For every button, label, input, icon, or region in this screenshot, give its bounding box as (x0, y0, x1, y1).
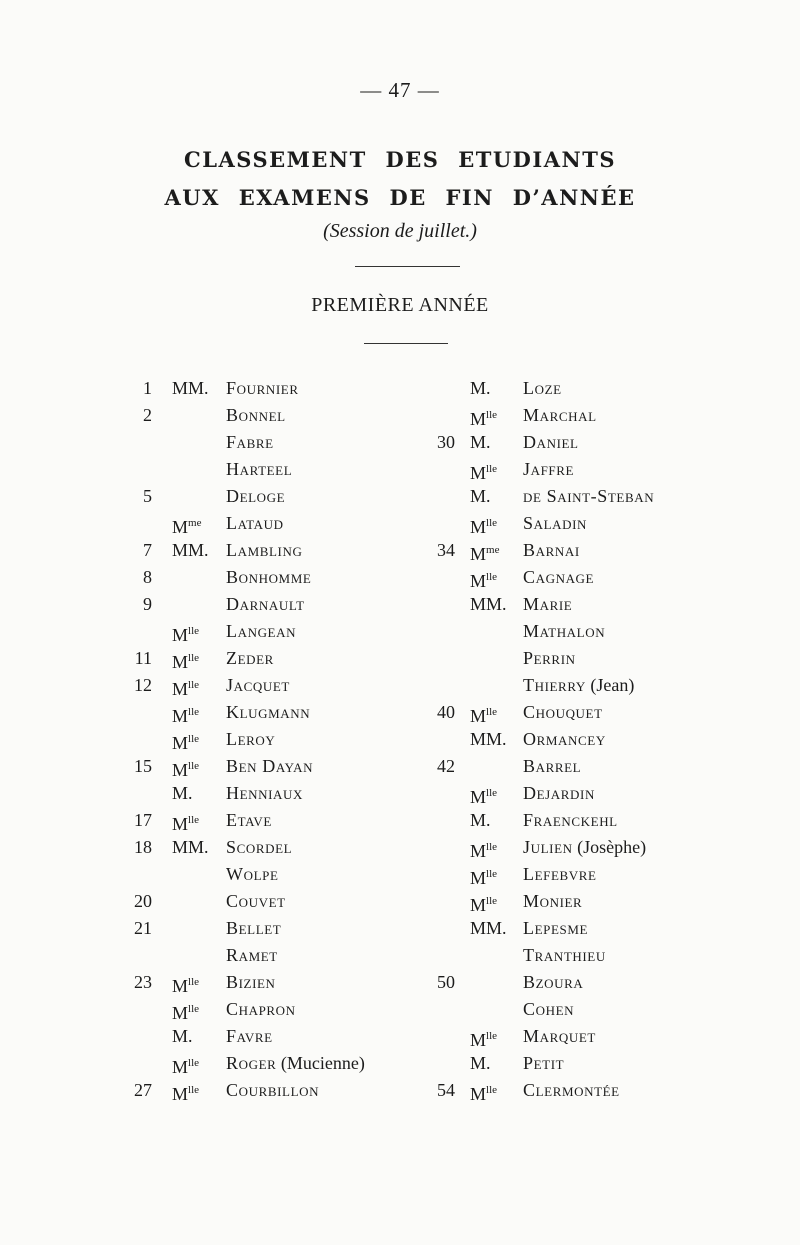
civil-title: $M^{lle}$ (470, 895, 498, 915)
civil-title: $M^{lle}$ (172, 679, 200, 699)
student-name: Saladin (523, 513, 588, 533)
first-name-note: (Josèphe) (572, 837, 647, 857)
civil-title: M. (172, 783, 193, 803)
list-item (410, 942, 690, 969)
civil-title: $M^{lle}$ (172, 1057, 200, 1077)
student-name: Julien (Josèphe) (523, 837, 647, 857)
student-name: Dejardin (523, 783, 595, 803)
student-name: Lepesme (523, 918, 589, 938)
student-name: Henniaux (226, 783, 304, 803)
list-item (410, 537, 690, 564)
civil-title: MM. (470, 729, 507, 749)
list-item (120, 672, 420, 699)
civil-title: M. (470, 1053, 491, 1073)
civil-title: MM. (470, 918, 507, 938)
rank-number: 2 (143, 405, 152, 425)
page-number: — 47 — (360, 78, 440, 102)
list-item (410, 375, 690, 402)
rank-number: 50 (437, 972, 455, 992)
list-item (410, 969, 690, 996)
student-name: Klugmann (226, 702, 311, 722)
civil-title: $M^{lle}$ (470, 517, 498, 537)
student-name: Bonnel (226, 405, 286, 425)
student-name: Marie (523, 594, 573, 614)
list-item (120, 456, 420, 483)
list-item (120, 1023, 420, 1050)
student-name: Fraenckehl (523, 810, 618, 830)
student-name: Mathalon (523, 621, 606, 641)
list-item (410, 1077, 690, 1104)
list-item (120, 834, 420, 861)
student-name: Tranthieu (523, 945, 606, 965)
student-name: Marquet (523, 1026, 596, 1046)
list-item (410, 645, 690, 672)
list-item (120, 996, 420, 1023)
list-item (120, 753, 420, 780)
rank-number: 7 (143, 540, 152, 560)
student-name: Chapron (226, 999, 296, 1019)
list-item (410, 915, 690, 942)
civil-title: $M^{lle}$ (470, 571, 498, 591)
list-item (120, 861, 420, 888)
student-name: Darnault (226, 594, 305, 614)
list-item (410, 888, 690, 915)
list-item (410, 564, 690, 591)
rank-number: 54 (437, 1080, 455, 1100)
list-item (410, 483, 690, 510)
list-item (410, 807, 690, 834)
civil-title: MM. (470, 594, 507, 614)
civil-title: $M^{lle}$ (172, 1003, 200, 1023)
ranking-list-left (120, 375, 420, 1104)
first-name-note: (Jean) (585, 675, 635, 695)
list-item (120, 645, 420, 672)
student-name: Leroy (226, 729, 276, 749)
civil-title: $M^{lle}$ (470, 463, 498, 483)
list-item (410, 429, 690, 456)
civil-title: MM. (172, 378, 209, 398)
list-item (120, 807, 420, 834)
list-item (120, 888, 420, 915)
list-item (120, 402, 420, 429)
civil-title: M. (470, 810, 491, 830)
student-name: Etave (226, 810, 272, 830)
list-item (120, 1050, 420, 1077)
civil-title: $M^{lle}$ (172, 1084, 200, 1104)
student-name: Daniel (523, 432, 579, 452)
student-name: Courbillon (226, 1080, 320, 1100)
rank-number: 11 (134, 648, 152, 668)
rank-number: 30 (437, 432, 455, 452)
list-item (120, 483, 420, 510)
student-name: Barnai (523, 540, 580, 560)
list-item (410, 672, 690, 699)
civil-title: $M^{lle}$ (470, 706, 498, 726)
student-name: Ramet (226, 945, 278, 965)
rank-number: 42 (437, 756, 455, 776)
civil-title: $M^{lle}$ (470, 841, 498, 861)
student-name: Thierry (Jean) (523, 675, 635, 695)
rank-number: 8 (143, 567, 152, 587)
student-name: Jaffre (523, 459, 575, 479)
list-item (120, 942, 420, 969)
list-item (410, 699, 690, 726)
civil-title: MM. (172, 540, 209, 560)
rank-number: 27 (134, 1080, 152, 1100)
rank-number: 12 (134, 675, 152, 695)
student-name: Bellet (226, 918, 282, 938)
list-item (120, 915, 420, 942)
student-name: Cagnage (523, 567, 595, 587)
civil-title: $M^{lle}$ (172, 733, 200, 753)
civil-title: $M^{lle}$ (172, 652, 200, 672)
list-item (120, 969, 420, 996)
list-item (120, 591, 420, 618)
list-item (410, 618, 690, 645)
student-name: Bzoura (523, 972, 584, 992)
student-name: Scordel (226, 837, 293, 857)
rank-number: 23 (134, 972, 152, 992)
list-item (410, 726, 690, 753)
student-name: de Saint-Steban (523, 486, 655, 506)
civil-title: $M^{lle}$ (470, 868, 498, 888)
student-name: Couvet (226, 891, 286, 911)
list-item (120, 1077, 420, 1104)
student-name: Zeder (226, 648, 274, 668)
rank-number: 1 (143, 378, 152, 398)
civil-title: $M^{lle}$ (172, 706, 200, 726)
student-name: Clermontée (523, 1080, 620, 1100)
civil-title: $M^{lle}$ (470, 409, 498, 429)
student-name: Perrin (523, 648, 576, 668)
student-name: Chouquet (523, 702, 603, 722)
rank-number: 15 (134, 756, 152, 776)
civil-title: $M^{lle}$ (172, 976, 200, 996)
section-title: PREMIÈRE ANNÉE (311, 294, 489, 316)
student-name: Cohen (523, 999, 575, 1019)
page-title-line-1: CLASSEMENT DES ETUDIANTS (184, 147, 616, 172)
student-name: Lefebvre (523, 864, 597, 884)
ranking-list-right (410, 375, 690, 1104)
list-item (410, 510, 690, 537)
civil-title: $M^{lle}$ (470, 1030, 498, 1050)
list-item (120, 699, 420, 726)
rank-number: 40 (437, 702, 455, 722)
rank-number: 17 (134, 810, 152, 830)
student-name: Ormancey (523, 729, 606, 749)
list-item (410, 1050, 690, 1077)
student-name: Roger (Mucienne) (226, 1053, 365, 1073)
student-name: Favre (226, 1026, 273, 1046)
civil-title: M. (470, 432, 491, 452)
student-name: Langean (226, 621, 297, 641)
list-item (120, 564, 420, 591)
civil-title: $M^{lle}$ (470, 787, 498, 807)
rank-number: 21 (134, 918, 152, 938)
session-subtitle: (Session de juillet.) (323, 220, 477, 242)
student-name: Ben Dayan (226, 756, 314, 776)
list-item (410, 591, 690, 618)
page-title-line-2: AUX EXAMENS DE FIN D’ANNÉE (164, 185, 636, 210)
student-name: Jacquet (226, 675, 290, 695)
list-item (410, 834, 690, 861)
civil-title: MM. (172, 837, 209, 857)
rank-number: 34 (437, 540, 455, 560)
civil-title: $M^{me}$ (470, 544, 500, 564)
list-item (120, 375, 420, 402)
list-item (120, 429, 420, 456)
list-item (120, 780, 420, 807)
list-item (410, 861, 690, 888)
civil-title: $M^{me}$ (172, 517, 202, 537)
list-item (410, 753, 690, 780)
student-name: Marchal (523, 405, 597, 425)
rank-number: 18 (134, 837, 152, 857)
rank-number: 9 (143, 594, 152, 614)
student-name: Barrel (523, 756, 582, 776)
student-name: Fabre (226, 432, 274, 452)
rank-number: 20 (134, 891, 152, 911)
list-item (410, 402, 690, 429)
civil-title: $M^{lle}$ (470, 1084, 498, 1104)
student-name: Petit (523, 1053, 565, 1073)
list-item (120, 726, 420, 753)
divider-rule (355, 266, 460, 267)
first-name-note: (Mucienne) (276, 1053, 365, 1073)
divider-rule (364, 343, 448, 344)
student-name: Fournier (226, 378, 299, 398)
civil-title: $M^{lle}$ (172, 814, 200, 834)
rank-number: 5 (143, 486, 152, 506)
list-item (410, 780, 690, 807)
list-item (120, 510, 420, 537)
student-name: Deloge (226, 486, 286, 506)
student-name: Bizien (226, 972, 276, 992)
student-name: Bonhomme (226, 567, 312, 587)
student-name: Loze (523, 378, 562, 398)
list-item (120, 537, 420, 564)
list-item (120, 618, 420, 645)
civil-title: M. (470, 486, 491, 506)
student-name: Monier (523, 891, 583, 911)
civil-title: $M^{lle}$ (172, 625, 200, 645)
student-name: Harteel (226, 459, 293, 479)
student-name: Lataud (226, 513, 284, 533)
civil-title: M. (172, 1026, 193, 1046)
civil-title: M. (470, 378, 491, 398)
civil-title: $M^{lle}$ (172, 760, 200, 780)
list-item (410, 996, 690, 1023)
student-name: Lambling (226, 540, 303, 560)
list-item (410, 1023, 690, 1050)
list-item (410, 456, 690, 483)
student-name: Wolpe (226, 864, 279, 884)
